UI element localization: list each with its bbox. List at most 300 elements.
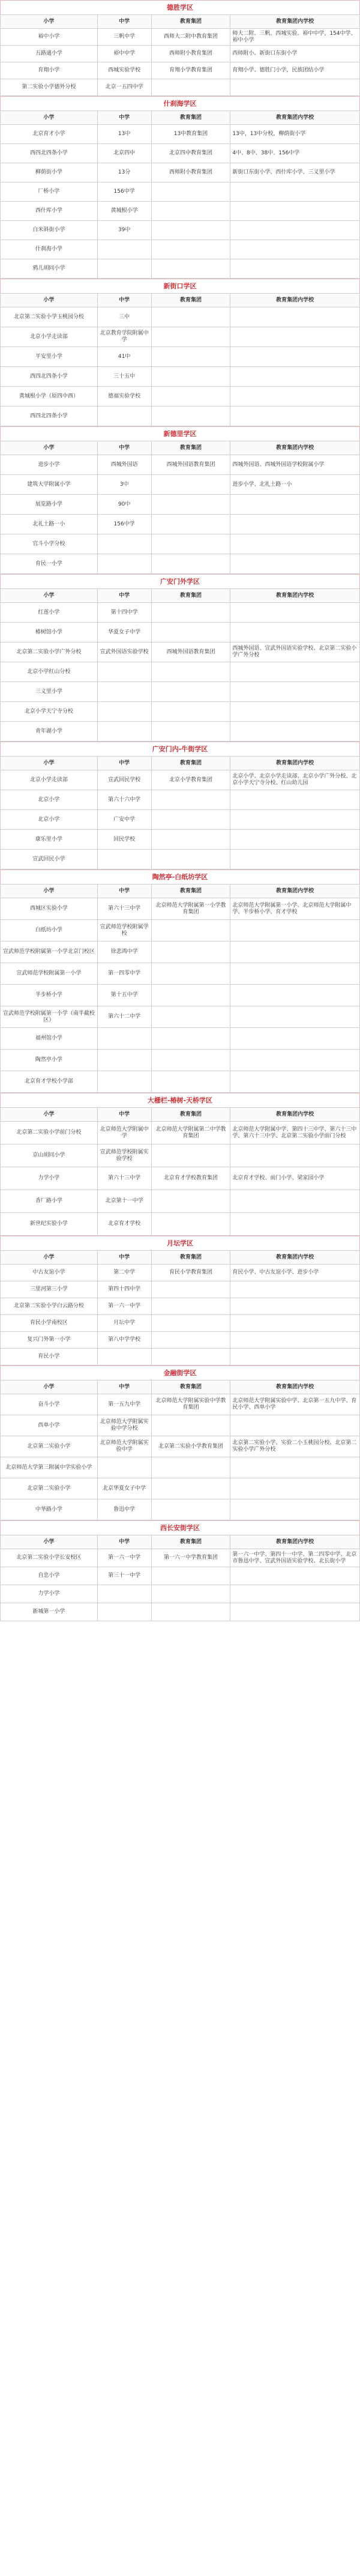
table-cell: 西什库小学 <box>1 202 98 221</box>
table-cell: 进步小学 <box>1 455 98 475</box>
table-cell <box>151 495 230 515</box>
table-row <box>1 702 360 722</box>
table-cell <box>230 942 360 963</box>
district-table <box>0 1535 360 1621</box>
table-cell <box>151 963 230 985</box>
table-cell <box>230 347 360 367</box>
column-header: 教育集团内学校 <box>230 589 360 603</box>
column-header: 教育集团内学校 <box>230 111 360 125</box>
table-header-row <box>1 294 360 307</box>
table-cell <box>230 850 360 869</box>
table-cell: 北京师范大学附属实验中学分校 <box>97 1415 151 1436</box>
table-row <box>1 1298 360 1315</box>
district-title: 德胜学区 <box>0 0 360 14</box>
column-header: 教育集团 <box>151 884 230 898</box>
table-row <box>1 770 360 790</box>
table-cell: 鲁迅中学 <box>97 1499 151 1520</box>
table-cell <box>230 221 360 240</box>
column-header: 小学 <box>1 757 98 770</box>
table-header-row <box>1 589 360 603</box>
table-cell: 北京小学、北京小学走读部、北京小学广外分校、北京小学天宁寺分校、红山幼儿园 <box>230 770 360 790</box>
table-cell: 北京育才小学 <box>1 125 98 144</box>
table-cell: 北京一五四中学 <box>97 79 151 96</box>
table-cell: 三义里小学 <box>1 682 98 702</box>
table-row <box>1 1144 360 1167</box>
table-cell: 北京小学 <box>1 790 98 810</box>
district-table <box>0 1250 360 1365</box>
district-table <box>0 756 360 869</box>
column-header: 小学 <box>1 1251 98 1265</box>
table-row <box>1 62 360 79</box>
district-table <box>0 14 360 96</box>
table-row <box>1 722 360 742</box>
table-cell <box>151 259 230 279</box>
district-section <box>0 1236 360 1365</box>
table-cell <box>151 1349 230 1365</box>
table-cell: 北京小学红山分校 <box>1 662 98 682</box>
column-header: 教育集团 <box>151 757 230 770</box>
table-row <box>1 259 360 279</box>
table-cell <box>151 1499 230 1520</box>
table-cell <box>230 1071 360 1093</box>
table-cell <box>230 810 360 830</box>
table-cell: 新街口东街小学、西什库小学、三义里小学 <box>230 163 360 183</box>
table-row <box>1 367 360 387</box>
table-cell: 新世纪实验小学 <box>1 1213 98 1236</box>
table-cell: 福州馆小学 <box>1 1028 98 1050</box>
table-cell: 第二实验小学德外分校 <box>1 79 98 96</box>
table-cell <box>151 1028 230 1050</box>
table-row <box>1 387 360 407</box>
table-row <box>1 1415 360 1436</box>
table-cell <box>230 1028 360 1050</box>
table-cell <box>151 407 230 426</box>
table-cell: 北京师范大学附属中学、第四十三中学、第六十三中学、第六十三中学、北京第二实验小学前门分校 <box>230 1122 360 1144</box>
table-cell <box>230 327 360 347</box>
table-cell: 西师附小教育集团 <box>151 46 230 62</box>
column-header: 教育集团 <box>151 1380 230 1394</box>
table-cell: 西城实验学校 <box>97 62 151 79</box>
table-cell: 西师大二附中教育集团 <box>151 29 230 46</box>
column-header: 教育集团 <box>151 1535 230 1549</box>
table-cell: 北京育才学校、前门小学、梁家园小学 <box>230 1167 360 1190</box>
table-row <box>1 682 360 702</box>
table-cell <box>230 1281 360 1298</box>
column-header: 中学 <box>97 111 151 125</box>
table-cell: 西四北四条小学 <box>1 367 98 387</box>
table-cell <box>230 495 360 515</box>
table-cell: 力学小学 <box>1 1167 98 1190</box>
table-cell: 德福实验学校 <box>97 387 151 407</box>
table-cell <box>151 554 230 574</box>
table-cell: 第一六一中学 <box>97 1298 151 1315</box>
district-title: 月坛学区 <box>0 1236 360 1250</box>
district-title: 广安门内-牛街学区 <box>0 742 360 756</box>
table-cell: 北京师范大学附属实验中学教育集团 <box>151 1394 230 1415</box>
table-cell <box>230 603 360 623</box>
district-title: 什刹海学区 <box>0 96 360 110</box>
table-cell: 三十五中 <box>97 367 151 387</box>
table-cell: 宣武外国语实验学校 <box>97 642 151 662</box>
table-row <box>1 1499 360 1520</box>
table-cell <box>230 830 360 850</box>
table-cell: 北京第二实验小学教育集团 <box>151 1436 230 1457</box>
table-cell: 陶然亭小学 <box>1 1050 98 1071</box>
table-header-row <box>1 441 360 455</box>
table-cell <box>97 722 151 742</box>
table-cell <box>97 1349 151 1365</box>
district-title: 西长安街学区 <box>0 1520 360 1535</box>
table-cell: 五路通小学 <box>1 46 98 62</box>
table-cell: 建筑大学附属小学 <box>1 475 98 495</box>
table-cell <box>97 240 151 259</box>
table-cell: 回民学校 <box>97 830 151 850</box>
table-cell <box>151 1332 230 1349</box>
table-cell: 北京华夏女子中学 <box>97 1478 151 1499</box>
table-cell <box>230 1332 360 1349</box>
table-cell <box>97 702 151 722</box>
table-cell: 第一六一中学 <box>97 1549 151 1567</box>
table-header-row <box>1 1535 360 1549</box>
table-cell: 育翔小学教育集团 <box>151 62 230 79</box>
district-table <box>0 1107 360 1236</box>
table-row <box>1 554 360 574</box>
table-cell <box>97 1071 151 1093</box>
table-cell: 黄城根小学 <box>97 202 151 221</box>
table-row <box>1 240 360 259</box>
table-cell: 北京第二实验小学玉桃园分校 <box>1 307 98 327</box>
table-row <box>1 623 360 642</box>
column-header: 中学 <box>97 884 151 898</box>
table-cell <box>230 79 360 96</box>
table-cell <box>230 307 360 327</box>
table-cell <box>151 347 230 367</box>
table-cell: 北京四中 <box>97 144 151 163</box>
column-header: 教育集团 <box>151 111 230 125</box>
table-cell: 北京育才学校 <box>97 1213 151 1236</box>
table-cell: 师大二附、三帆、西城实验、裕中中学，154中学、裕中小学 <box>230 29 360 46</box>
district-section <box>0 742 360 869</box>
table-row <box>1 1281 360 1298</box>
table-row <box>1 29 360 46</box>
district-title: 大栅栏-椿树-天桥学区 <box>0 1093 360 1107</box>
table-header-row <box>1 111 360 125</box>
table-cell: 北京师范大学第三附属中学实验小学 <box>1 1457 98 1478</box>
table-cell: 39中 <box>97 221 151 240</box>
table-cell <box>230 1415 360 1436</box>
table-row <box>1 515 360 534</box>
table-cell: 复兴门外第一小学 <box>1 1332 98 1349</box>
table-cell <box>151 1071 230 1093</box>
table-cell: 4中、8中、38中、156中学 <box>230 144 360 163</box>
table-cell: 第十五中学 <box>97 985 151 1006</box>
table-cell: 育翔小学、德胜门小学，民族团结小学 <box>230 62 360 79</box>
table-cell <box>230 1567 360 1585</box>
table-cell <box>151 1315 230 1332</box>
table-cell <box>230 623 360 642</box>
table-cell: 北京四中教育集团 <box>151 144 230 163</box>
table-row <box>1 1585 360 1603</box>
table-cell: 北京师范大学附属第二中学教育集团 <box>151 1122 230 1144</box>
table-cell: 育民小学教育集团 <box>151 1265 230 1281</box>
table-cell: 90中 <box>97 495 151 515</box>
table-cell: 北京小学走读部 <box>1 327 98 347</box>
table-cell: 北京第二实验小学 <box>1 1478 98 1499</box>
table-cell <box>230 662 360 682</box>
table-cell: 裕中小学 <box>1 29 98 46</box>
table-cell <box>97 554 151 574</box>
table-cell: 第一六一中学、第四十一中学、第二四零中学、北京市鲁迅中学、宣武外国语实验学校、北长街小学 <box>230 1549 360 1567</box>
column-header: 教育集团 <box>151 294 230 307</box>
table-row <box>1 1332 360 1349</box>
table-row <box>1 221 360 240</box>
table-cell: 育民小学、中古友谊小学、进步小学 <box>230 1265 360 1281</box>
table-cell: 西城外国语、西城外国语学校附属小学 <box>230 455 360 475</box>
district-section <box>0 1365 360 1520</box>
table-cell <box>230 920 360 942</box>
table-cell <box>230 259 360 279</box>
table-cell: 宣武师范学校附属第一小学（南半截校区） <box>1 1006 98 1028</box>
column-header: 教育集团内学校 <box>230 441 360 455</box>
table-cell <box>97 662 151 682</box>
table-cell <box>230 515 360 534</box>
table-header-row <box>1 757 360 770</box>
table-row <box>1 79 360 96</box>
table-cell: 13中，13中分校，柳荫街小学 <box>230 125 360 144</box>
district-section <box>0 1093 360 1236</box>
table-cell: 柳荫街小学 <box>1 163 98 183</box>
table-cell <box>97 534 151 554</box>
table-cell: 自忠小学 <box>1 1567 98 1585</box>
column-header: 教育集团内学校 <box>230 15 360 29</box>
table-cell: 北京第十一中学 <box>97 1190 151 1213</box>
table-cell <box>151 221 230 240</box>
table-row <box>1 1122 360 1144</box>
table-cell <box>151 722 230 742</box>
column-header: 教育集团 <box>151 1251 230 1265</box>
table-cell: 北京育才学校教育集团 <box>151 1167 230 1190</box>
table-row <box>1 125 360 144</box>
table-row <box>1 1567 360 1585</box>
table-cell <box>97 1457 151 1478</box>
table-cell: 中古友谊小学 <box>1 1265 98 1281</box>
table-cell <box>230 1298 360 1315</box>
table-cell <box>151 682 230 702</box>
table-row <box>1 942 360 963</box>
table-cell <box>151 603 230 623</box>
table-cell: 13中 <box>97 125 151 144</box>
district-title: 陶然亭-白纸坊学区 <box>0 869 360 884</box>
table-cell: 宣武师范学校附属第一小学 <box>1 963 98 985</box>
table-cell: 第二中学 <box>97 1265 151 1281</box>
table-cell: 第六十二中学 <box>97 1006 151 1028</box>
table-cell: 新城第一小学 <box>1 1603 98 1621</box>
column-header: 小学 <box>1 441 98 455</box>
table-header-row <box>1 1108 360 1122</box>
table-cell <box>151 1478 230 1499</box>
table-cell: 西师附小、新街口东街小学 <box>230 46 360 62</box>
table-cell: 北京第二实验小学白云路分校 <box>1 1298 98 1315</box>
table-cell: 三帆中学 <box>97 29 151 46</box>
table-cell: 北京师范大学附属实验中学 <box>97 1436 151 1457</box>
column-header: 教育集团内学校 <box>230 1108 360 1122</box>
table-cell: 北京育才学校小学部 <box>1 1071 98 1093</box>
column-header: 中学 <box>97 1380 151 1394</box>
column-header: 中学 <box>97 441 151 455</box>
table-row <box>1 183 360 202</box>
table-row <box>1 307 360 327</box>
table-cell: 进步小学、北礼土路一小 <box>230 475 360 495</box>
table-cell <box>230 682 360 702</box>
table-row <box>1 202 360 221</box>
table-cell: 育民小学南校区 <box>1 1315 98 1332</box>
table-row <box>1 1436 360 1457</box>
table-cell <box>151 327 230 347</box>
table-header-row <box>1 1251 360 1265</box>
table-cell <box>151 623 230 642</box>
table-cell <box>97 850 151 869</box>
table-cell <box>230 1050 360 1071</box>
table-cell <box>151 1298 230 1315</box>
table-row <box>1 642 360 662</box>
table-cell <box>230 1499 360 1520</box>
table-cell: 北京小学走读部 <box>1 770 98 790</box>
district-section <box>0 426 360 574</box>
table-cell: 育民一小学 <box>1 554 98 574</box>
table-row <box>1 1265 360 1281</box>
table-row <box>1 662 360 682</box>
table-cell <box>97 407 151 426</box>
table-cell: 156中学 <box>97 183 151 202</box>
table-row <box>1 1349 360 1365</box>
table-cell <box>151 1213 230 1236</box>
table-row <box>1 898 360 920</box>
table-cell <box>230 790 360 810</box>
district-title: 广安门外学区 <box>0 574 360 588</box>
table-cell: 京山胡同小学 <box>1 1144 98 1167</box>
table-cell: 西城区实验小学 <box>1 898 98 920</box>
table-cell: 青年湖小学 <box>1 722 98 742</box>
table-cell: 北京第二实验小学广外分校 <box>1 642 98 662</box>
table-cell: 中华路小学 <box>1 1499 98 1520</box>
table-cell: 康乐里小学 <box>1 830 98 850</box>
column-header: 教育集团 <box>151 441 230 455</box>
district-section <box>0 96 360 279</box>
table-cell <box>230 407 360 426</box>
table-row <box>1 1190 360 1213</box>
table-cell <box>151 1603 230 1621</box>
table-cell: 香厂路小学 <box>1 1190 98 1213</box>
table-cell: 白纸坊小学 <box>1 920 98 942</box>
table-cell <box>230 1457 360 1478</box>
table-header-row <box>1 884 360 898</box>
table-cell: 椿树馆小学 <box>1 623 98 642</box>
table-cell: 第四十四中学 <box>97 1281 151 1298</box>
table-cell: 广安中学 <box>97 810 151 830</box>
table-cell <box>230 183 360 202</box>
column-header: 小学 <box>1 884 98 898</box>
column-header: 教育集团内学校 <box>230 1251 360 1265</box>
table-cell <box>230 240 360 259</box>
table-cell: 三中 <box>97 307 151 327</box>
table-cell: 什刹海小学 <box>1 240 98 259</box>
table-cell <box>151 1281 230 1298</box>
table-cell: 13中教育集团 <box>151 125 230 144</box>
table-cell <box>230 1478 360 1499</box>
table-cell: 第六十六中学 <box>97 790 151 810</box>
table-cell: 西四北四条小学 <box>1 144 98 163</box>
table-cell <box>151 810 230 830</box>
table-row <box>1 534 360 554</box>
table-cell: 北京师范大学附属实验中学、北京第一五九中学、育民小学、西单小学 <box>230 1394 360 1415</box>
table-cell <box>151 985 230 1006</box>
district-section <box>0 279 360 426</box>
table-cell: 鸦儿胡同小学 <box>1 259 98 279</box>
table-cell: 华夏女子中学 <box>97 623 151 642</box>
table-cell <box>230 963 360 985</box>
table-cell <box>230 202 360 221</box>
column-header: 小学 <box>1 111 98 125</box>
table-cell <box>97 1050 151 1071</box>
table-cell: 北京师范大学附属第一小学教育集团 <box>151 898 230 920</box>
column-header: 中学 <box>97 1251 151 1265</box>
district-table <box>0 110 360 279</box>
table-cell <box>230 1190 360 1213</box>
table-cell <box>230 1213 360 1236</box>
table-cell: 北京第二实验小学、实验二小玉桃园分校、北京第二实验小学广外分校 <box>230 1436 360 1457</box>
table-cell: 西城外国语教育集团 <box>151 642 230 662</box>
table-cell <box>230 1349 360 1365</box>
table-cell <box>151 183 230 202</box>
column-header: 中学 <box>97 1535 151 1549</box>
table-cell <box>151 307 230 327</box>
table-cell <box>97 1603 151 1621</box>
table-cell <box>151 662 230 682</box>
table-cell <box>97 259 151 279</box>
table-cell: 第八中学学校 <box>97 1332 151 1349</box>
table-row <box>1 985 360 1006</box>
table-cell: 展览路小学 <box>1 495 98 515</box>
column-header: 教育集团 <box>151 15 230 29</box>
table-cell: 官斗小学分校 <box>1 534 98 554</box>
table-row <box>1 1050 360 1071</box>
table-row <box>1 407 360 426</box>
table-row <box>1 603 360 623</box>
table-row <box>1 830 360 850</box>
table-cell <box>230 387 360 407</box>
table-cell <box>151 1585 230 1603</box>
district-title: 新街口学区 <box>0 279 360 293</box>
table-row <box>1 920 360 942</box>
table-cell <box>230 722 360 742</box>
district-section <box>0 869 360 1093</box>
column-header: 中学 <box>97 589 151 603</box>
table-cell <box>151 790 230 810</box>
table-cell: 北京第二实验小学长安校区 <box>1 1549 98 1567</box>
table-cell <box>151 475 230 495</box>
column-header: 小学 <box>1 294 98 307</box>
district-table <box>0 441 360 574</box>
table-row <box>1 1071 360 1093</box>
table-cell: 第六十三中学 <box>97 898 151 920</box>
table-row <box>1 1478 360 1499</box>
table-cell <box>230 985 360 1006</box>
table-cell: 育翔小学 <box>1 62 98 79</box>
column-header: 教育集团内学校 <box>230 1535 360 1549</box>
table-cell <box>230 1585 360 1603</box>
table-cell <box>151 1144 230 1167</box>
table-cell <box>151 1567 230 1585</box>
